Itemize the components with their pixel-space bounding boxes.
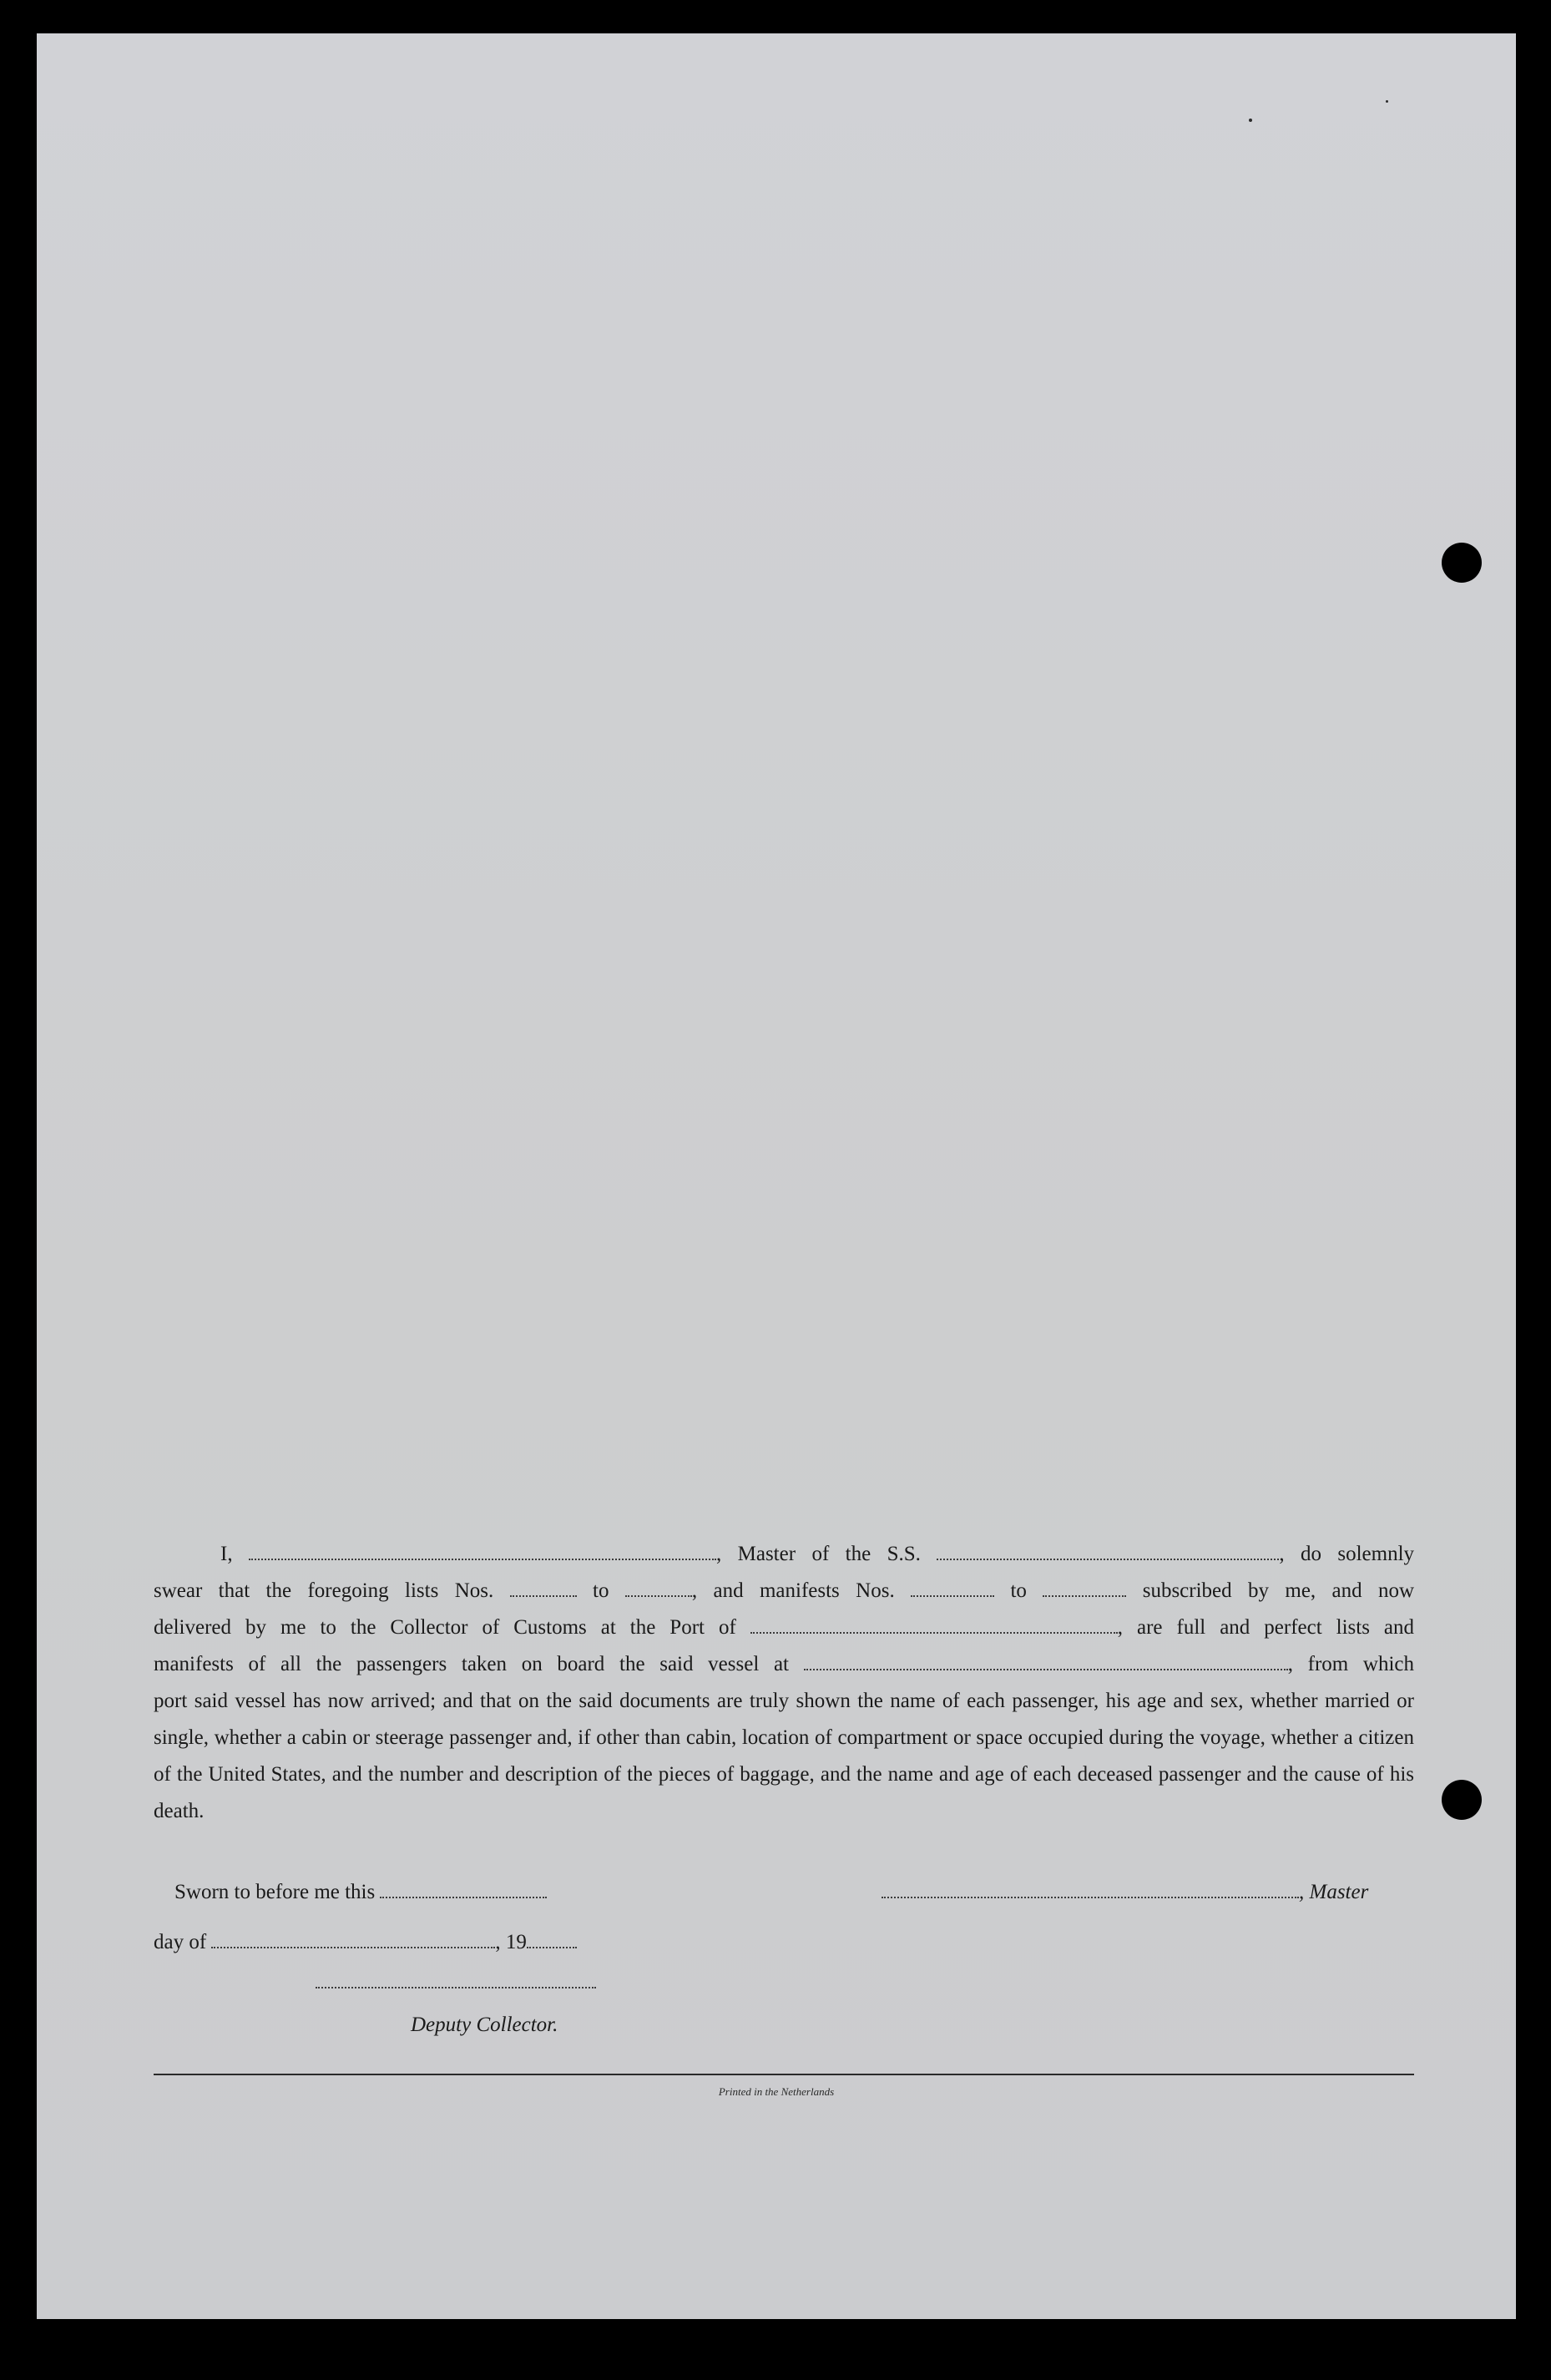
printer-imprint: Printed in the Netherlands: [718, 2085, 835, 2098]
oath-text: , do solemnly: [1279, 1543, 1415, 1565]
sworn-day-blank: [380, 1878, 547, 1898]
manifests-from-blank: [911, 1577, 994, 1597]
oath-text: delivered by me to the Collector of Customs at the Port of: [154, 1616, 736, 1639]
oath-line-1: [154, 1536, 1414, 1573]
oath-line-3: [154, 1609, 1414, 1646]
sworn-row: [174, 1878, 547, 1904]
oath-text: to: [1010, 1579, 1027, 1602]
master-oath-paragraph: [154, 1536, 1414, 1830]
lists-from-blank: [510, 1577, 577, 1597]
oath-body: port said vessel has now arrived; and that on the said documents are truly shown the name of each passenger, his age and sex, whether married or single, whether a cabin or steerage passenger and, if other than cabin, location of compartment or space occupied during the voyage, whether a citizen of the United States, and the number and description of the pieces of baggage, and the name and age of each deceased passenger and the cause of his death.: [154, 1690, 1414, 1822]
day-of-row: [154, 1928, 577, 1954]
manifests-to-blank: [1043, 1577, 1126, 1597]
oath-text: , Master of the S.S.: [715, 1543, 921, 1565]
oath-text: , and manifests Nos.: [691, 1579, 895, 1602]
oath-line-4: [154, 1646, 1414, 1683]
master-label: , Master: [1299, 1881, 1369, 1903]
punch-hole-lower: [1442, 1780, 1482, 1820]
oath-text: subscribed by me, and now: [1142, 1579, 1415, 1602]
oath-text: to: [593, 1579, 609, 1602]
oath-text: manifests of all the passengers taken on board the said vessel at: [154, 1653, 789, 1675]
oath-text: , are full and perfect lists and: [1117, 1616, 1415, 1639]
deputy-collector-label: Deputy Collector.: [411, 2014, 558, 2036]
year-prefix: , 19: [495, 1931, 527, 1953]
oath-text: , from which: [1287, 1653, 1414, 1675]
day-of-label: day of: [154, 1931, 207, 1953]
master-signature-blank: [882, 1878, 1299, 1898]
deputy-signature-blank: [316, 1968, 596, 1988]
sworn-label: Sworn to before me this: [174, 1881, 376, 1903]
footer-rule: [154, 2074, 1414, 2075]
ship-name-blank: [937, 1540, 1279, 1560]
month-blank: [211, 1928, 495, 1948]
master-name-blank: [249, 1540, 716, 1560]
oath-text: swear that the foregoing lists Nos.: [154, 1579, 494, 1602]
master-signature-row: [882, 1878, 1368, 1904]
speck: [1249, 119, 1252, 122]
year-blank: [527, 1928, 577, 1948]
document-page: [37, 33, 1516, 2319]
speck: [1386, 100, 1388, 103]
lists-to-blank: [625, 1577, 692, 1597]
punch-hole-upper: [1442, 543, 1482, 583]
oath-text: I,: [220, 1543, 233, 1565]
deputy-signature-line: [316, 1968, 596, 1994]
port-blank: [750, 1614, 1118, 1634]
embarkation-port-blank: [804, 1650, 1288, 1670]
oath-line-2: [154, 1573, 1414, 1609]
